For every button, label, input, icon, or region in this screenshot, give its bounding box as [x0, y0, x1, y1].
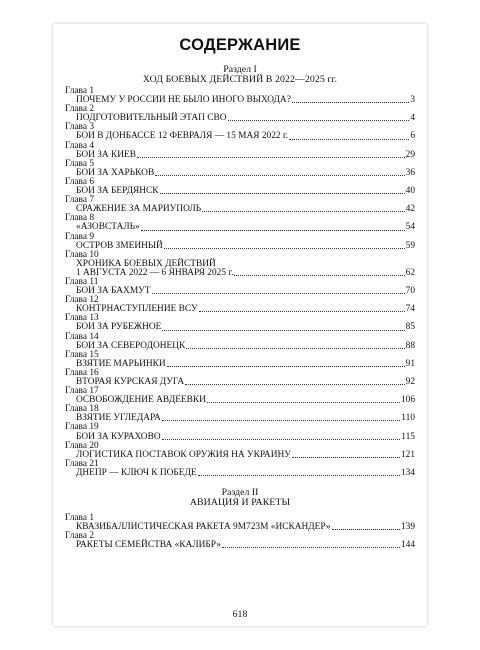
- chapter-title-row: [65, 169, 415, 178]
- chapter-label: Глава 17: [65, 386, 99, 397]
- section-1-label: Раздел I: [223, 64, 257, 75]
- toc-entry[interactable]: [65, 387, 415, 405]
- toc-entry[interactable]: [65, 196, 415, 214]
- chapter-title: ПОЧЕМУ У РОССИИ НЕ БЫЛО ИНОГО ВЫХОДА?: [76, 95, 291, 106]
- dot-leader: [199, 311, 405, 312]
- chapter-title: БОИ В ДОНБАССЕ 12 ФЕВРАЛЯ — 15 МАЯ 2022 г.: [76, 131, 289, 142]
- section-1-chapter-list: [65, 87, 415, 478]
- chapter-page: 74: [405, 304, 415, 315]
- chapter-title: ВЗЯТИЕ МАРЬИНКИ: [76, 358, 166, 369]
- chapter-label: Глава 10: [65, 249, 99, 260]
- toc-entry[interactable]: [65, 405, 415, 423]
- chapter-title-row: [76, 269, 415, 278]
- dot-leader: [207, 402, 400, 403]
- toc-entry[interactable]: [65, 123, 415, 141]
- dot-leader: [162, 330, 404, 331]
- section-1-header: [65, 65, 415, 85]
- section-2-chapter-list: [65, 514, 415, 550]
- toc-entry[interactable]: [65, 532, 415, 550]
- dot-leader: [234, 275, 404, 276]
- dot-leader: [160, 193, 405, 194]
- chapter-page: 70: [405, 286, 415, 297]
- toc-content: [65, 30, 415, 550]
- chapter-title-row: [65, 205, 415, 214]
- chapter-label: Глава 15: [65, 349, 99, 360]
- chapter-label: Глава 3: [65, 122, 95, 133]
- chapter-title: БОИ ЗА СЕВЕРОДОНЕЦК: [76, 340, 186, 351]
- toc-entry[interactable]: [65, 160, 415, 178]
- chapter-label: Глава 16: [65, 367, 99, 378]
- chapter-title: БОИ ЗА БЕРДЯНСК: [76, 186, 159, 197]
- dot-leader: [162, 439, 401, 440]
- page-title: СОДЕРЖАНИЕ: [179, 36, 301, 54]
- toc-entry[interactable]: [65, 460, 415, 478]
- chapter-label: Глава 1: [65, 86, 95, 96]
- chapter-title: ВТОРАЯ КУРСКАЯ ДУГА: [76, 377, 185, 387]
- chapter-label: Глава 8: [65, 213, 95, 224]
- dot-leader: [202, 211, 404, 212]
- dot-leader: [228, 120, 410, 121]
- chapter-title-line: 1 АВГУСТА 2022 — 6 ЯНВАРЯ 2025 г.: [76, 267, 234, 278]
- section-2-label: Раздел II: [221, 487, 259, 499]
- chapter-page: 88: [405, 340, 415, 351]
- chapter-title-line: ХРОНИКА БОЕВЫХ ДЕЙСТВИЙ: [76, 258, 216, 269]
- toc-entry[interactable]: [65, 142, 415, 160]
- chapter-title: ДНЕПР — КЛЮЧ К ПОБЕДЕ: [76, 467, 197, 478]
- chapter-label: Глава 2: [65, 104, 95, 115]
- chapter-page: 91: [405, 358, 415, 369]
- chapter-title: БОИ ЗА БАХМУТ: [76, 286, 151, 297]
- chapter-page: 4: [410, 113, 415, 124]
- chapter-label: Глава 20: [65, 440, 99, 451]
- chapter-title: РАКЕТЫ СЕМЕЙСТВА «КАЛИБР»: [76, 540, 221, 551]
- dot-leader: [141, 230, 405, 231]
- chapter-page: 139: [400, 522, 415, 533]
- chapter-title-row: [65, 469, 415, 478]
- toc-entry[interactable]: [65, 214, 415, 232]
- chapter-label: Глава 4: [65, 140, 95, 151]
- chapter-title: БОИ ЗА ХАРЬКОВ: [76, 167, 155, 178]
- chapter-page: 6: [410, 131, 415, 142]
- chapter-label: Глава 6: [65, 176, 95, 187]
- chapter-page: 40: [405, 186, 415, 197]
- chapter-title-row: [65, 114, 415, 123]
- dot-leader: [289, 139, 409, 140]
- dot-leader: [186, 348, 404, 349]
- toc-entry[interactable]: [65, 314, 415, 332]
- page-number: 618: [232, 609, 248, 620]
- chapter-page: 54: [405, 222, 415, 233]
- chapter-title-row: [65, 287, 415, 296]
- chapter-title: ЛОГИСТИКА ПОСТАВОК ОРУЖИЯ НА УКРАИНУ: [76, 449, 291, 460]
- section-2-header: [65, 488, 415, 508]
- chapter-title: ПОДГОТОВИТЕЛЬНЫЙ ЭТАП СВО: [76, 113, 227, 124]
- chapter-page: 85: [405, 322, 415, 333]
- toc-entry[interactable]: [65, 369, 415, 387]
- dot-leader: [332, 529, 400, 530]
- chapter-title-row: [65, 396, 415, 405]
- chapter-title-row: [65, 132, 415, 141]
- chapter-page: 29: [405, 149, 415, 160]
- chapter-label: Глава 14: [65, 331, 99, 342]
- dot-leader: [155, 175, 404, 176]
- chapter-label: Глава 2: [65, 531, 95, 542]
- chapter-page: 121: [400, 449, 415, 460]
- chapter-label: Глава 12: [65, 295, 99, 306]
- toc-entry[interactable]: [65, 514, 415, 532]
- toc-entry[interactable]: [65, 87, 415, 105]
- chapter-page: 106: [400, 395, 415, 406]
- dot-leader: [198, 475, 400, 476]
- chapter-title-row: [65, 414, 415, 423]
- chapter-title-row: [65, 541, 415, 550]
- toc-entry[interactable]: [65, 233, 415, 251]
- dot-leader: [162, 420, 400, 421]
- toc-entry[interactable]: [65, 251, 415, 278]
- chapter-title-row: [65, 187, 415, 196]
- toc-entry[interactable]: [65, 178, 415, 196]
- chapter-title-row: [65, 378, 415, 387]
- chapter-title-row: [65, 96, 415, 105]
- chapter-label: Глава 21: [65, 458, 99, 469]
- chapter-title: ОСТРОВ ЗМЕИНЫЙ: [76, 240, 163, 251]
- chapter-page: 92: [405, 377, 415, 387]
- chapter-title-row: [65, 433, 415, 442]
- chapter-title-row: [65, 523, 415, 532]
- chapter-title: БОИ ЗА КУРАХОВО: [76, 431, 161, 442]
- chapter-label: Глава 9: [65, 231, 95, 242]
- toc-entry[interactable]: [65, 278, 415, 296]
- toc-entry[interactable]: [65, 442, 415, 460]
- chapter-title-block: [65, 260, 415, 278]
- chapter-title: КВАЗИБАЛЛИСТИЧЕСКАЯ РАКЕТА 9М723М «ИСКАНДЕР»: [76, 522, 331, 533]
- chapter-label: Глава 18: [65, 404, 99, 415]
- dot-leader: [164, 248, 405, 249]
- dot-leader: [167, 366, 405, 367]
- dot-leader: [222, 547, 400, 548]
- chapter-page: 115: [401, 431, 415, 442]
- toc-entry[interactable]: [65, 296, 415, 314]
- toc-entry[interactable]: [65, 105, 415, 123]
- dot-leader: [137, 157, 405, 158]
- chapter-page: 144: [400, 540, 415, 551]
- chapter-label: Глава 13: [65, 313, 99, 324]
- section-1-name: ХОД БОЕВЫХ ДЕЙСТВИЙ В 2022—2025 гг.: [142, 74, 338, 85]
- dot-leader: [292, 457, 400, 458]
- chapter-title: СРАЖЕНИЕ ЗА МАРИУПОЛЬ: [76, 204, 202, 215]
- chapter-title-row: [65, 305, 415, 314]
- chapter-title-row: [65, 223, 415, 232]
- chapter-title: ОСВОБОЖДЕНИЕ АВДЕЕВКИ: [76, 395, 206, 406]
- chapter-title: КОНТРНАСТУПЛЕНИЕ ВСУ: [76, 304, 198, 315]
- chapter-title-row: [65, 451, 415, 460]
- dot-leader: [152, 293, 405, 294]
- dot-leader: [185, 384, 405, 385]
- chapter-title: «АЗОВСТАЛЬ»: [76, 222, 140, 233]
- chapter-label: Глава 11: [65, 276, 99, 287]
- chapter-title: БОИ ЗА КИЕВ: [76, 149, 137, 160]
- chapter-title-row: [65, 323, 415, 332]
- toc-entry[interactable]: [65, 351, 415, 369]
- chapter-label: Глава 1: [65, 513, 95, 524]
- section-2-name: АВИАЦИЯ И РАКЕТЫ: [189, 497, 291, 509]
- chapter-page: 3: [410, 95, 415, 106]
- toc-entry[interactable]: [65, 423, 415, 441]
- chapter-title-row: [65, 342, 415, 351]
- chapter-page: 36: [405, 167, 415, 178]
- toc-entry[interactable]: [65, 333, 415, 351]
- chapter-label: Глава 7: [65, 195, 95, 206]
- chapter-title-row: [65, 360, 415, 369]
- chapter-title: БОИ ЗА РУБЕЖНОЕ: [76, 322, 162, 333]
- chapter-title-row: [65, 151, 415, 160]
- chapter-label: Глава 19: [65, 422, 99, 433]
- dot-leader: [292, 102, 409, 103]
- chapter-label: Глава 5: [65, 158, 95, 169]
- chapter-title: ВЗЯТИЕ УГЛЕДАРА: [76, 413, 161, 424]
- chapter-title-row: [65, 242, 415, 251]
- chapter-page: 110: [401, 413, 415, 424]
- book-page: [53, 24, 427, 626]
- chapter-page: 62: [405, 267, 415, 278]
- chapter-page: 42: [405, 204, 415, 215]
- chapter-page: 134: [400, 467, 415, 478]
- chapter-page: 59: [405, 240, 415, 251]
